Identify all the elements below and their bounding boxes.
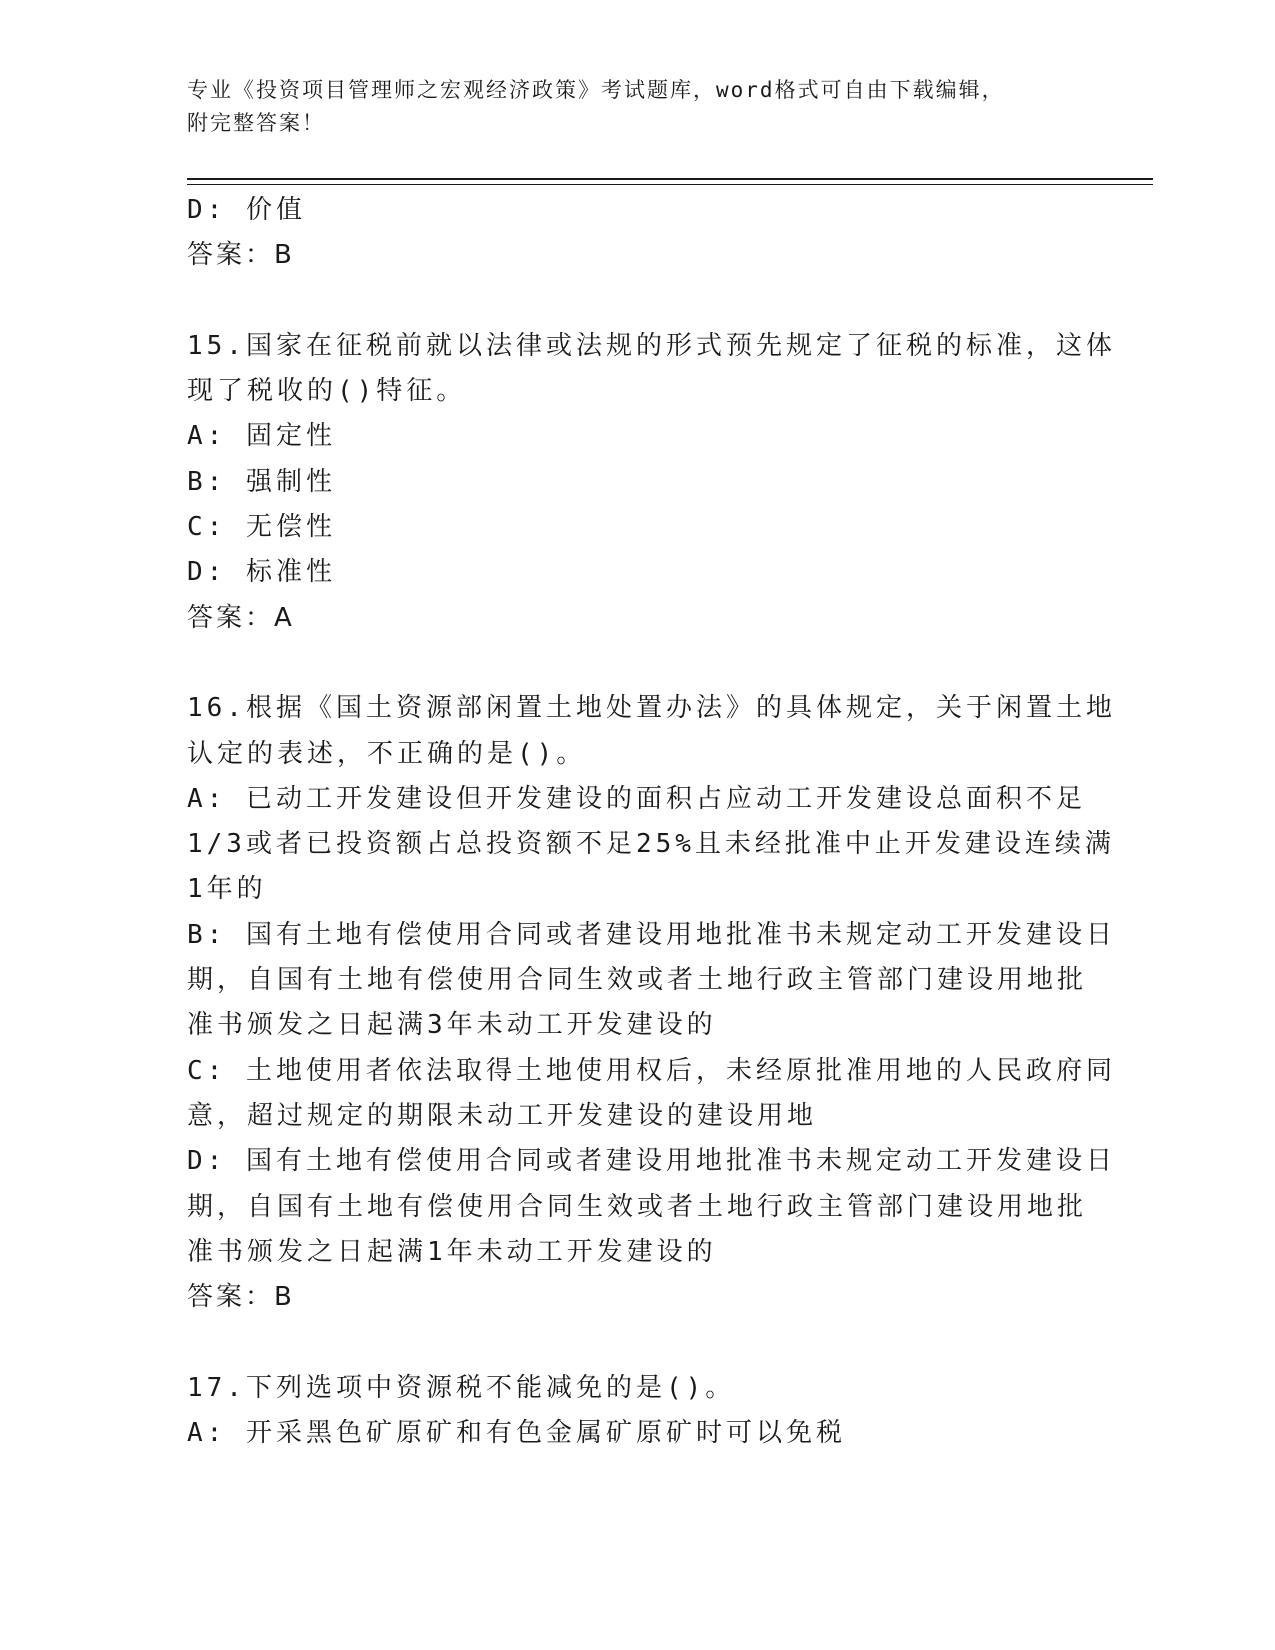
- header-line-2: 附完整答案！: [187, 111, 325, 135]
- option-d: D: 国有土地有偿使用合同或者建设用地批准书未规定动工开发建设日: [187, 1146, 1116, 1177]
- option-d: D: 价值: [187, 195, 306, 225]
- option-a: A: 开采黑色矿原矿和有色金属矿原矿时可以免税: [187, 1418, 846, 1449]
- option-a: A: 已动工开发建设但开发建设的面积占应动工开发建设总面积不足: [187, 783, 1086, 814]
- answer: 答案：B: [187, 1282, 295, 1313]
- question-stem: 现了税收的()特征。: [187, 376, 467, 407]
- question-stem: 16.根据《国土资源部闲置土地处置办法》的具体规定，关于闲置土地: [187, 693, 1116, 724]
- option-a: 1/3或者已投资额占总投资额不足25%且未经批准中止开发建设连续满: [187, 829, 1115, 860]
- answer: 答案：A: [187, 602, 295, 633]
- question-16: [187, 686, 1116, 1320]
- answer: 答案：B: [187, 240, 295, 271]
- option-b: 期，自国有土地有偿使用合同生效或者土地行政主管部门建设用地批: [187, 965, 1088, 996]
- option-a: 1年的: [187, 874, 267, 905]
- option-d: 期，自国有土地有偿使用合同生效或者土地行政主管部门建设用地批: [187, 1191, 1088, 1222]
- option-c: 意，超过规定的期限未动工开发建设的建设用地: [187, 1100, 818, 1131]
- spacer: [187, 641, 1087, 686]
- option-b: B: 强制性: [187, 466, 336, 497]
- header-line-1: 专业《投资项目管理师之宏观经济政策》考试题库，word格式可自由下载编辑，: [187, 78, 1005, 102]
- header-divider-thick: [187, 178, 1153, 180]
- option-b: 准书颁发之日起满3年未动工开发建设的: [187, 1010, 717, 1041]
- prev-question-tail: [187, 188, 1087, 279]
- question-stem: 认定的表述，不正确的是()。: [187, 738, 587, 769]
- option-c: C: 无偿性: [187, 512, 336, 543]
- question-17: [187, 1366, 1087, 1457]
- spacer: [187, 1320, 1087, 1365]
- question-content: [187, 188, 1116, 1456]
- option-d: D: 标准性: [187, 557, 336, 588]
- option-b: B: 国有土地有偿使用合同或者建设用地批准书未规定动工开发建设日: [187, 919, 1116, 950]
- option-a: A: 固定性: [187, 421, 336, 452]
- option-c: C: 土地使用者依法取得土地使用权后，未经原批准用地的人民政府同: [187, 1055, 1116, 1086]
- document-header: [187, 74, 1067, 140]
- header-divider-thin: [187, 184, 1153, 185]
- question-stem: 17.下列选项中资源税不能减免的是()。: [187, 1372, 736, 1403]
- question-15: [187, 324, 1116, 641]
- spacer: [187, 279, 1087, 324]
- option-d: 准书颁发之日起满1年未动工开发建设的: [187, 1236, 717, 1267]
- question-stem: 15.国家在征税前就以法律或法规的形式预先规定了征税的标准，这体: [187, 330, 1116, 361]
